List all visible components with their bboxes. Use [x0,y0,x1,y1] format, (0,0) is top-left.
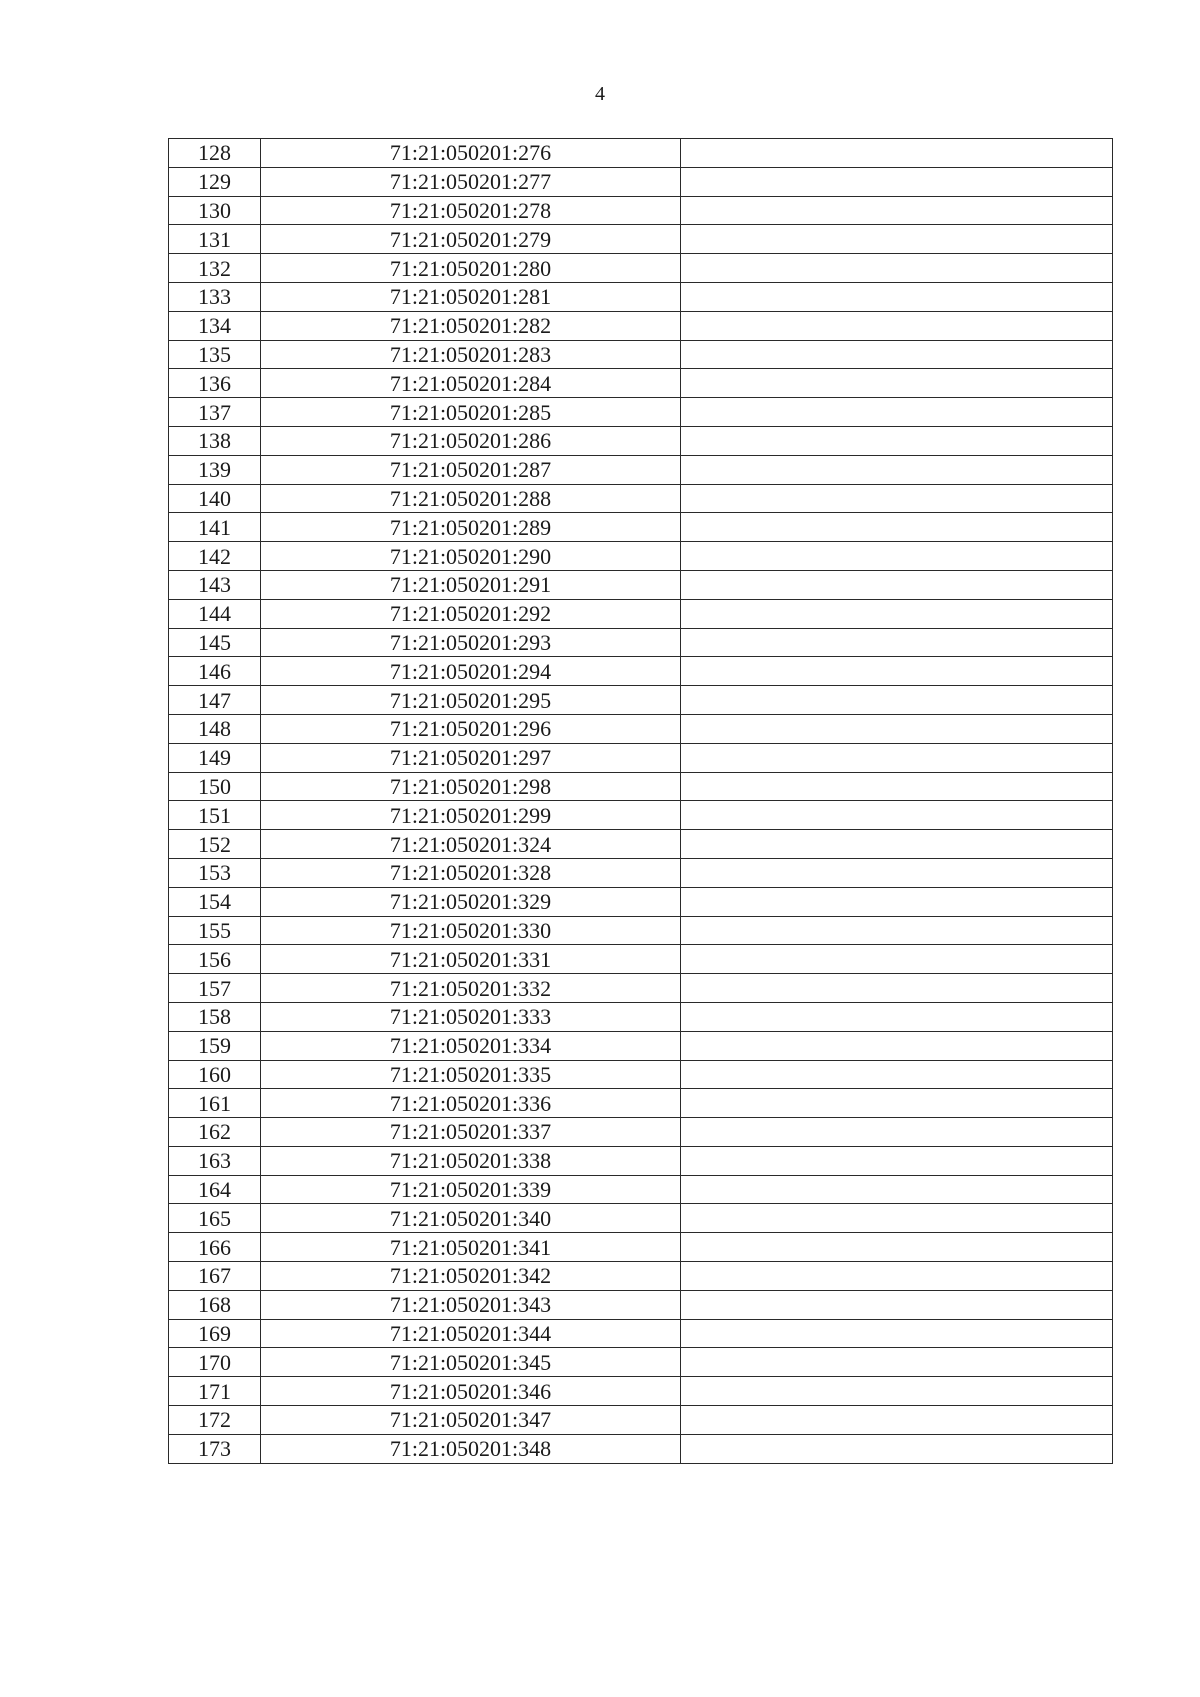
table-row [169,772,1113,801]
row-number-cell: 137 [169,398,261,427]
table-row [169,1262,1113,1291]
table-row [169,1146,1113,1175]
table-row [169,714,1113,743]
note-cell [681,570,1113,599]
table-row [169,340,1113,369]
row-number-cell: 151 [169,801,261,830]
cadastral-number-cell: 71:21:050201:332 [261,974,681,1003]
table-row [169,686,1113,715]
table-row [169,1319,1113,1348]
cadastral-number-cell: 71:21:050201:286 [261,426,681,455]
row-number-cell: 141 [169,513,261,542]
row-number-cell: 156 [169,945,261,974]
cadastral-number-cell: 71:21:050201:346 [261,1377,681,1406]
row-number-cell: 146 [169,657,261,686]
note-cell [681,1146,1113,1175]
row-number-cell: 142 [169,542,261,571]
cadastral-number-cell: 71:21:050201:293 [261,628,681,657]
note-cell [681,225,1113,254]
table-row [169,484,1113,513]
row-number-cell: 150 [169,772,261,801]
row-number-cell: 169 [169,1319,261,1348]
note-cell [681,858,1113,887]
cadastral-number-cell: 71:21:050201:336 [261,1089,681,1118]
row-number-cell: 145 [169,628,261,657]
note-cell [681,887,1113,916]
table-row [169,858,1113,887]
row-number-cell: 133 [169,282,261,311]
note-cell [681,1262,1113,1291]
note-cell [681,484,1113,513]
cadastral-number-cell: 71:21:050201:348 [261,1434,681,1463]
row-number-cell: 160 [169,1060,261,1089]
cadastral-number-cell: 71:21:050201:298 [261,772,681,801]
cadastral-number-cell: 71:21:050201:284 [261,369,681,398]
table-row [169,628,1113,657]
note-cell [681,945,1113,974]
cadastral-number-cell: 71:21:050201:296 [261,714,681,743]
note-cell [681,340,1113,369]
cadastral-number-cell: 71:21:050201:278 [261,196,681,225]
row-number-cell: 147 [169,686,261,715]
table-row [169,1118,1113,1147]
table-row [169,1175,1113,1204]
note-cell [681,1031,1113,1060]
cadastral-number-cell: 71:21:050201:283 [261,340,681,369]
table-row [169,426,1113,455]
table-row [169,830,1113,859]
table-row [169,1060,1113,1089]
note-cell [681,830,1113,859]
row-number-cell: 157 [169,974,261,1003]
table-row [169,196,1113,225]
table-row [169,887,1113,916]
note-cell [681,139,1113,168]
cadastral-number-cell: 71:21:050201:340 [261,1204,681,1233]
note-cell [681,599,1113,628]
table-row [169,1089,1113,1118]
table-row [169,1002,1113,1031]
note-cell [681,686,1113,715]
row-number-cell: 130 [169,196,261,225]
cadastral-number-cell: 71:21:050201:344 [261,1319,681,1348]
table-row [169,1290,1113,1319]
page-number: 4 [595,83,605,105]
note-cell [681,196,1113,225]
row-number-cell: 159 [169,1031,261,1060]
cadastral-number-cell: 71:21:050201:339 [261,1175,681,1204]
row-number-cell: 132 [169,254,261,283]
row-number-cell: 170 [169,1348,261,1377]
note-cell [681,1060,1113,1089]
row-number-cell: 134 [169,311,261,340]
row-number-cell: 158 [169,1002,261,1031]
row-number-cell: 153 [169,858,261,887]
row-number-cell: 139 [169,455,261,484]
table-row [169,945,1113,974]
cadastral-number-cell: 71:21:050201:288 [261,484,681,513]
table-row [169,1406,1113,1435]
note-cell [681,254,1113,283]
cadastral-number-cell: 71:21:050201:347 [261,1406,681,1435]
table-row [169,1204,1113,1233]
table-row [169,369,1113,398]
row-number-cell: 128 [169,139,261,168]
table-row [169,657,1113,686]
note-cell [681,1319,1113,1348]
table-row [169,974,1113,1003]
cadastral-number-cell: 71:21:050201:299 [261,801,681,830]
cadastral-number-cell: 71:21:050201:295 [261,686,681,715]
cadastral-number-cell: 71:21:050201:337 [261,1118,681,1147]
row-number-cell: 171 [169,1377,261,1406]
note-cell [681,513,1113,542]
table-row [169,801,1113,830]
row-number-cell: 165 [169,1204,261,1233]
row-number-cell: 149 [169,743,261,772]
table-row [169,599,1113,628]
note-cell [681,426,1113,455]
cadastral-number-cell: 71:21:050201:289 [261,513,681,542]
cadastral-number-cell: 71:21:050201:287 [261,455,681,484]
cadastral-number-cell: 71:21:050201:331 [261,945,681,974]
table-row [169,225,1113,254]
note-cell [681,1204,1113,1233]
row-number-cell: 131 [169,225,261,254]
table-row [169,916,1113,945]
cadastral-table [168,138,1113,1464]
note-cell [681,369,1113,398]
table-row [169,167,1113,196]
cadastral-number-cell: 71:21:050201:290 [261,542,681,571]
cadastral-number-cell: 71:21:050201:328 [261,858,681,887]
row-number-cell: 135 [169,340,261,369]
cadastral-number-cell: 71:21:050201:292 [261,599,681,628]
note-cell [681,916,1113,945]
row-number-cell: 144 [169,599,261,628]
row-number-cell: 148 [169,714,261,743]
note-cell [681,455,1113,484]
cadastral-number-cell: 71:21:050201:294 [261,657,681,686]
cadastral-number-cell: 71:21:050201:338 [261,1146,681,1175]
note-cell [681,1089,1113,1118]
cadastral-number-cell: 71:21:050201:276 [261,139,681,168]
cadastral-number-cell: 71:21:050201:343 [261,1290,681,1319]
cadastral-number-cell: 71:21:050201:297 [261,743,681,772]
table-row [169,282,1113,311]
cadastral-number-cell: 71:21:050201:333 [261,1002,681,1031]
note-cell [681,1118,1113,1147]
note-cell [681,311,1113,340]
table-row [169,1233,1113,1262]
cadastral-number-cell: 71:21:050201:342 [261,1262,681,1291]
note-cell [681,1175,1113,1204]
table-row [169,570,1113,599]
note-cell [681,1377,1113,1406]
cadastral-number-cell: 71:21:050201:282 [261,311,681,340]
cadastral-number-cell: 71:21:050201:291 [261,570,681,599]
cadastral-number-cell: 71:21:050201:330 [261,916,681,945]
row-number-cell: 155 [169,916,261,945]
row-number-cell: 162 [169,1118,261,1147]
table-row [169,311,1113,340]
table-row [169,743,1113,772]
cadastral-number-cell: 71:21:050201:341 [261,1233,681,1262]
cadastral-table-body [169,139,1113,1464]
cadastral-number-cell: 71:21:050201:334 [261,1031,681,1060]
note-cell [681,801,1113,830]
table-row [169,1377,1113,1406]
note-cell [681,282,1113,311]
note-cell [681,167,1113,196]
table-row [169,455,1113,484]
row-number-cell: 173 [169,1434,261,1463]
cadastral-number-cell: 71:21:050201:279 [261,225,681,254]
cadastral-number-cell: 71:21:050201:277 [261,167,681,196]
row-number-cell: 136 [169,369,261,398]
note-cell [681,628,1113,657]
row-number-cell: 143 [169,570,261,599]
note-cell [681,714,1113,743]
table-row [169,254,1113,283]
note-cell [681,398,1113,427]
row-number-cell: 172 [169,1406,261,1435]
cadastral-number-cell: 71:21:050201:324 [261,830,681,859]
cadastral-number-cell: 71:21:050201:285 [261,398,681,427]
cadastral-number-cell: 71:21:050201:281 [261,282,681,311]
note-cell [681,772,1113,801]
row-number-cell: 140 [169,484,261,513]
note-cell [681,1348,1113,1377]
row-number-cell: 166 [169,1233,261,1262]
row-number-cell: 164 [169,1175,261,1204]
row-number-cell: 168 [169,1290,261,1319]
note-cell [681,743,1113,772]
note-cell [681,974,1113,1003]
row-number-cell: 167 [169,1262,261,1291]
cadastral-number-cell: 71:21:050201:335 [261,1060,681,1089]
table-row [169,398,1113,427]
note-cell [681,542,1113,571]
note-cell [681,657,1113,686]
note-cell [681,1406,1113,1435]
row-number-cell: 138 [169,426,261,455]
note-cell [681,1290,1113,1319]
table-row [169,139,1113,168]
table-row [169,1031,1113,1060]
row-number-cell: 129 [169,167,261,196]
table-row [169,1434,1113,1463]
note-cell [681,1434,1113,1463]
row-number-cell: 154 [169,887,261,916]
row-number-cell: 161 [169,1089,261,1118]
table-row [169,1348,1113,1377]
table-row [169,542,1113,571]
cadastral-number-cell: 71:21:050201:280 [261,254,681,283]
row-number-cell: 163 [169,1146,261,1175]
note-cell [681,1233,1113,1262]
note-cell [681,1002,1113,1031]
row-number-cell: 152 [169,830,261,859]
cadastral-number-cell: 71:21:050201:345 [261,1348,681,1377]
cadastral-number-cell: 71:21:050201:329 [261,887,681,916]
table-row [169,513,1113,542]
